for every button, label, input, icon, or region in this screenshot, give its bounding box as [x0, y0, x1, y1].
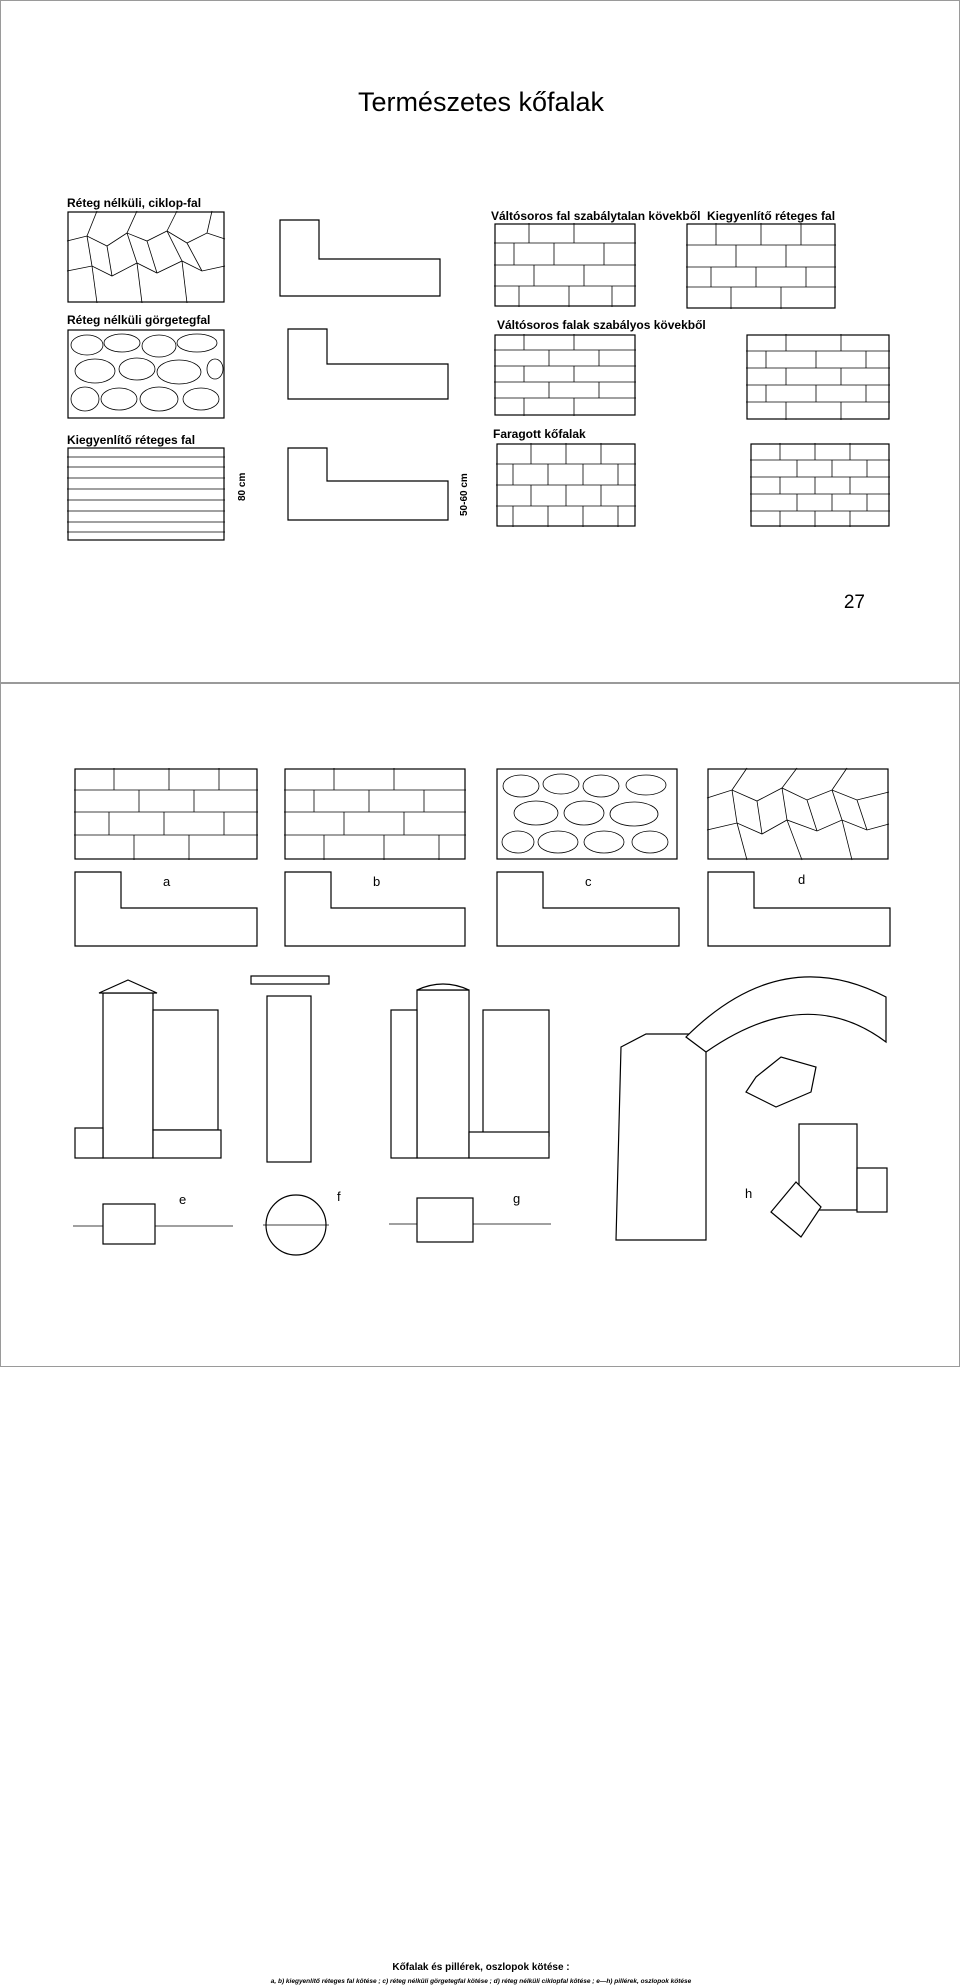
slide-title: Természetes kőfalak: [357, 87, 605, 117]
pillar-f-elevation: [249, 974, 331, 1162]
label-f: f: [337, 1189, 341, 1204]
pillar-f-plan: [263, 1192, 329, 1258]
label-cyclop-wall: Réteg nélküli, ciklop-fal: [67, 196, 202, 210]
leveling-wall-right-drawing: [686, 223, 836, 309]
dimension-80cm: 80 cm: [237, 472, 248, 501]
label-c: c: [585, 874, 592, 889]
label-g: g: [513, 1191, 521, 1206]
label-boulder-wall: Réteg nélküli görgetegfal: [67, 313, 211, 327]
cyclop-wall-drawing: [67, 211, 225, 303]
label-d: d: [798, 872, 806, 887]
label-leveling-wall-left: Kiegyenlítő réteges fal: [67, 433, 196, 447]
pillar-e-elevation: [73, 978, 223, 1158]
dressed-wall-drawing-2: [750, 443, 890, 527]
leveling-wall-left-drawing: [67, 447, 225, 541]
pillar-e-plan: [73, 1200, 233, 1248]
label-alternating-regular: Váltósoros falak szabályos kövekből: [497, 318, 706, 332]
alternating-regular-drawing-2: [746, 334, 890, 420]
wall-c-elevation: [496, 768, 678, 860]
pillar-g-elevation: [389, 980, 551, 1158]
page-number: 27: [843, 592, 865, 613]
plan-drawing-2: [287, 328, 449, 400]
wall-d-elevation: [707, 768, 889, 860]
figure-caption-text: a, b) kiegyenlítő réteges fal kötése ; c) réteg nélküli görgetegfal kötése ; d) réteg nélküli ciklopfal kötése ; e—h) pillérek, oszlopok kötése: [270, 1978, 692, 1985]
label-e: e: [179, 1192, 187, 1207]
label-h: h: [745, 1186, 753, 1201]
figure-caption-title: Kőfalak és pillérek, oszlopok kötése :: [392, 1962, 570, 1973]
pillar-g-plan: [389, 1194, 551, 1246]
label-a: a: [163, 874, 171, 889]
plan-drawing-1: [279, 219, 441, 297]
plan-drawing-3: [287, 447, 449, 521]
slide-28: [0, 683, 960, 1985]
alternating-regular-drawing-1: [494, 334, 636, 416]
label-alternating-irregular: Váltósoros fal szabálytalan kövekből: [491, 209, 701, 223]
alternating-irregular-drawing: [494, 223, 636, 307]
label-leveling-wall-right: Kiegyenlítő réteges fal: [707, 209, 836, 223]
label-b: b: [373, 874, 381, 889]
dressed-wall-drawing-1: [496, 443, 636, 527]
label-dressed-walls: Faragott kőfalak: [493, 427, 586, 441]
dimension-50-60cm: 50-60 cm: [459, 473, 470, 516]
slide-27: [0, 0, 960, 683]
wall-a-elevation: [74, 768, 258, 860]
boulder-wall-drawing: [67, 329, 225, 419]
wall-b-elevation: [284, 768, 466, 860]
